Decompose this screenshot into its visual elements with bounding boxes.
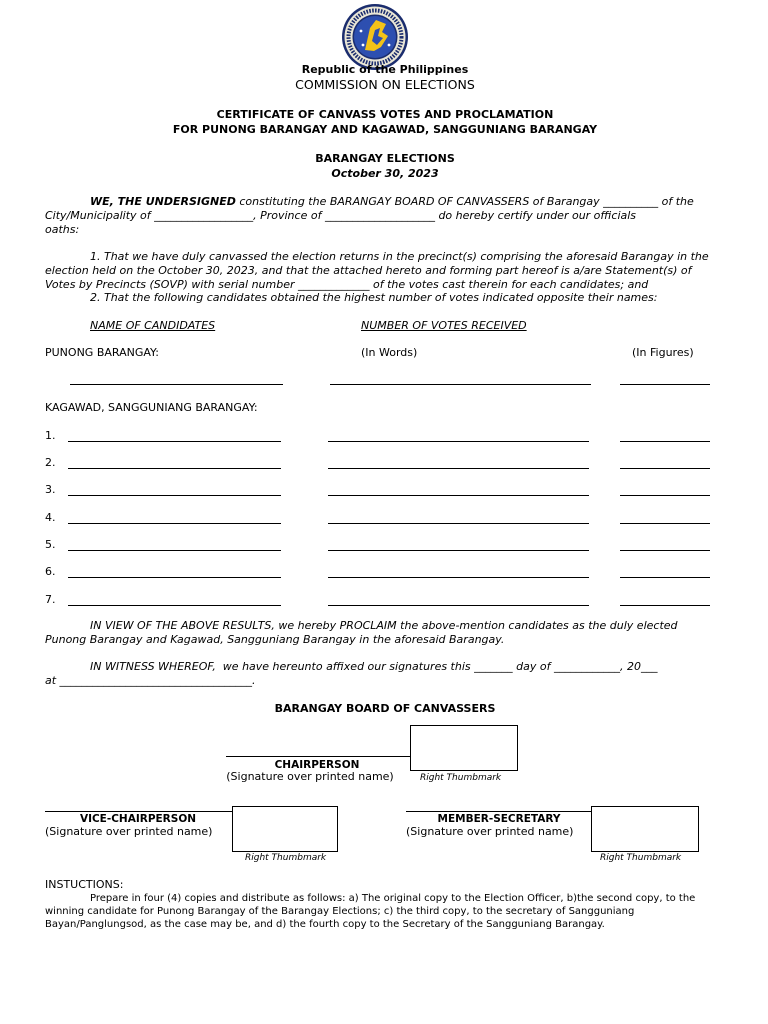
kagawad-votes-words-blank: [328, 441, 589, 442]
proclamation-line-2: Punong Barangay and Kagawad, Sangguniang Barangay in the aforesaid Barangay.: [45, 633, 505, 646]
kagawad-votes-words-blank: [328, 523, 589, 524]
kagawad-votes-figures-blank: [620, 495, 710, 496]
comelec-seal-icon: [341, 3, 409, 71]
chairperson-thumbmark-label: Right Thumbmark: [420, 773, 502, 783]
kagawad-row-number: 5.: [45, 538, 56, 551]
certification-1-line-2: election held on the October 30, 2023, and that the attached hereto and forming part hereof is a/are Statement(s) of: [45, 264, 692, 277]
kagawad-votes-figures-blank: [620, 468, 710, 469]
kagawad-row-number: 2.: [45, 456, 56, 469]
kagawad-votes-words-blank: [328, 605, 589, 606]
kagawad-votes-words-blank: [328, 468, 589, 469]
kagawad-row-number: 3.: [45, 483, 56, 496]
number-of-votes-header: NUMBER OF VOTES RECEIVED: [361, 319, 527, 332]
member-secretary-role: MEMBER-SECRETARY: [437, 813, 561, 825]
commission-heading: COMMISSION ON ELECTIONS: [295, 77, 475, 92]
kagawad-name-blank: [68, 495, 281, 496]
vice-chairperson-thumbmark-label: Right Thumbmark: [245, 853, 327, 863]
kagawad-votes-figures-blank: [620, 577, 710, 578]
witness-line-2: at ___________________________________.: [45, 674, 256, 687]
vice-chairperson-thumbmark-box: [232, 806, 338, 852]
intro-line-2: City/Municipality of __________________, Province of ____________________ do hereby certify under our officials: [45, 209, 637, 222]
intro-line-1: [90, 195, 694, 209]
vice-chairperson-caption: (Signature over printed name): [45, 825, 213, 838]
proclamation-line-1: IN VIEW OF THE ABOVE RESULTS, we hereby PROCLAIM the above-mention candidates as the duly elected: [90, 619, 678, 632]
intro-lead: WE, THE UNDERSIGNED: [90, 195, 236, 208]
kagawad-name-blank: [68, 523, 281, 524]
kagawad-votes-words-blank: [328, 577, 589, 578]
kagawad-votes-figures-blank: [620, 550, 710, 551]
kagawad-row-number: 1.: [45, 429, 56, 442]
in-figures-label: (In Figures): [632, 346, 694, 359]
kagawad-name-blank: [68, 605, 281, 606]
punong-barangay-label: PUNONG BARANGAY:: [45, 346, 160, 359]
republic-heading: Republic of the Philippines: [301, 63, 469, 76]
vice-chairperson-role: VICE-CHAIRPERSON: [79, 813, 197, 825]
kagawad-votes-words-blank: [328, 550, 589, 551]
certificate-title-line-1: CERTIFICATE OF CANVASS VOTES AND PROCLAMATION: [216, 108, 554, 121]
kagawad-name-blank: [68, 550, 281, 551]
instructions-line-1: Prepare in four (4) copies and distribute as follows: a) The original copy to the Election Officer, b)the second copy, to the: [90, 893, 696, 904]
kagawad-row-number: 4.: [45, 511, 56, 524]
intro-line-3: oaths:: [45, 223, 80, 236]
certification-2: 2. That the following candidates obtained the highest number of votes indicated opposite their names:: [90, 291, 658, 304]
witness-line-1: IN WITNESS WHEREOF, we have hereunto affixed our signatures this _______ day of ____________, 20___: [90, 660, 658, 673]
certification-1-line-3: Votes by Precincts (SOVP) with serial number _____________ of the votes cast therein for each candidates; and: [45, 278, 649, 291]
certification-1-line-1: 1. That we have duly canvassed the election returns in the precinct(s) comprising the aforesaid Barangay in the: [90, 250, 709, 263]
member-secretary-thumbmark-label: Right Thumbmark: [600, 853, 682, 863]
kagawad-row-number: 7.: [45, 593, 56, 606]
kagawad-votes-figures-blank: [620, 441, 710, 442]
election-date: October 30, 2023: [331, 167, 439, 180]
member-secretary-caption: (Signature over printed name): [406, 825, 574, 838]
instructions-line-3: Bayan/Panglungsod, as the case may be, and d) the fourth copy to the Secretary of the Sangguniang Barangay.: [45, 919, 605, 930]
election-heading: BARANGAY ELECTIONS: [315, 152, 455, 165]
punong-name-blank: [70, 384, 283, 385]
seal-star: [388, 44, 391, 47]
kagawad-votes-figures-blank: [620, 605, 710, 606]
kagawad-name-blank: [68, 577, 281, 578]
intro-line-1-text: constituting the BARANGAY BOARD OF CANVASSERS of Barangay __________ of the: [235, 195, 694, 208]
kagawad-votes-words-blank: [328, 495, 589, 496]
chairperson-thumbmark-box: [410, 725, 518, 771]
chairperson-caption: (Signature over printed name): [226, 770, 394, 783]
kagawad-name-blank: [68, 441, 281, 442]
kagawad-row-number: 6.: [45, 565, 56, 578]
board-title: BARANGAY BOARD OF CANVASSERS: [274, 702, 496, 715]
certificate-title-line-2: FOR PUNONG BARANGAY AND KAGAWAD, SANGGUNIANG BARANGAY: [172, 123, 598, 136]
seal-star: [362, 44, 365, 47]
name-of-candidates-header: NAME OF CANDIDATES: [90, 319, 216, 332]
member-secretary-thumbmark-box: [591, 806, 699, 852]
seal-star: [360, 30, 363, 33]
chairperson-role: CHAIRPERSON: [274, 759, 360, 771]
kagawad-name-blank: [68, 468, 281, 469]
punong-votes-figures-blank: [620, 384, 710, 385]
in-words-label: (In Words): [361, 346, 418, 359]
kagawad-votes-figures-blank: [620, 523, 710, 524]
chairperson-signature-line: [226, 756, 410, 757]
punong-votes-words-blank: [330, 384, 591, 385]
kagawad-label: KAGAWAD, SANGGUNIANG BARANGAY:: [45, 401, 258, 414]
instructions-heading: INSTUCTIONS:: [45, 878, 124, 891]
instructions-line-2: winning candidate for Punong Barangay of the Barangay Elections; c) the third copy, to the secretary of Sangguniang: [45, 906, 635, 917]
